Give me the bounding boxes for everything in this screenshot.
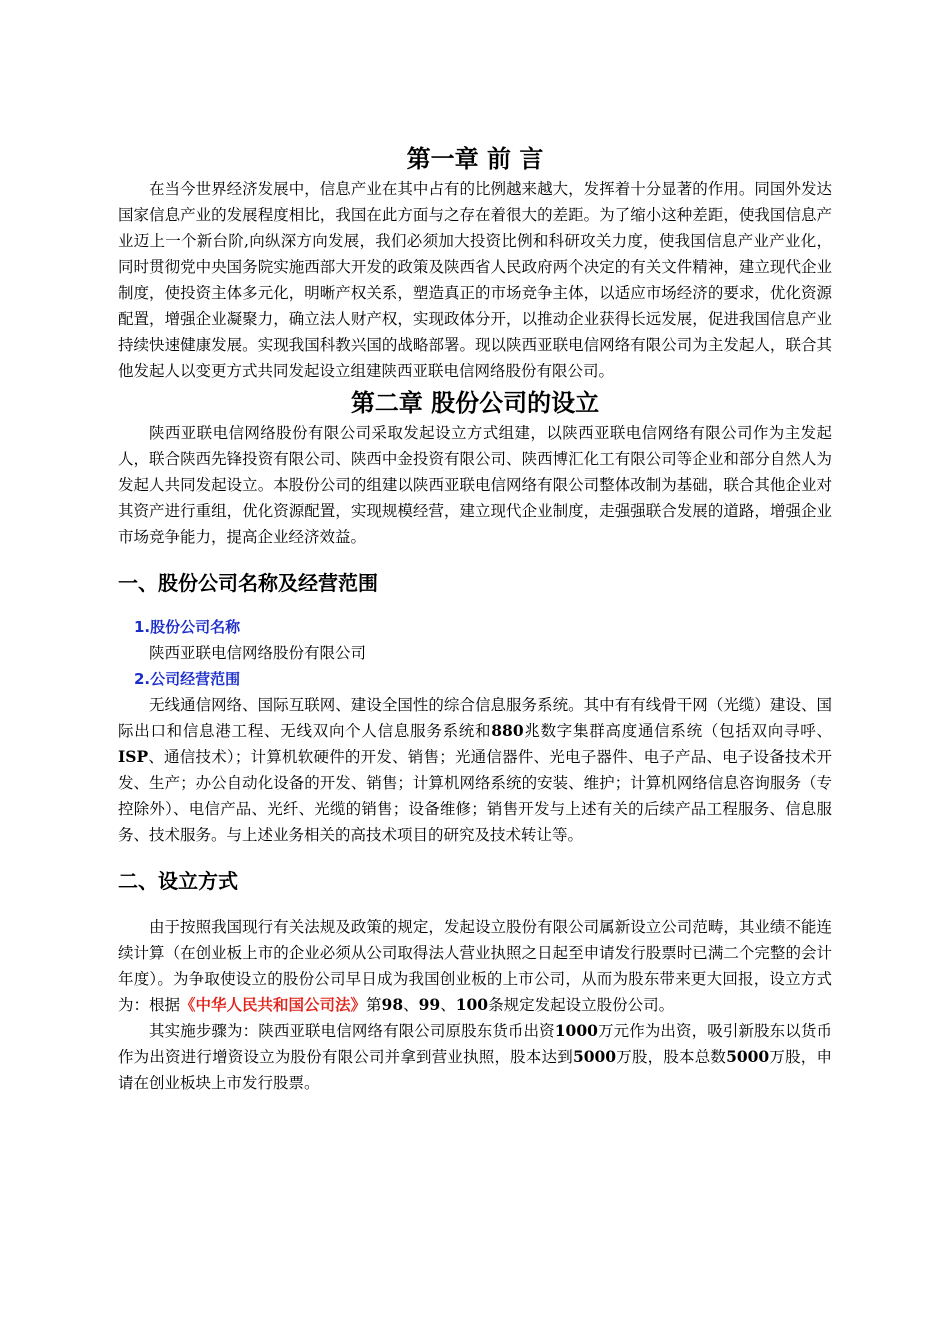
p1-text-2: 第 [366,996,382,1014]
company-name-subheading: 1.股份公司名称 [134,618,241,636]
scope-text-2: 兆数字集群高度通信系统（包括双向寻呼、 [523,722,832,740]
company-law-reference: 《中华人民共和国公司法》 [180,995,367,1014]
scope-text-1: 无线通信网络、国际互联网、建设全国性的综合信息服务系统。其中有有线骨干网（光缆）建设、国际出口和信息港工程、无线双向个人信息服务系统和 [118,696,832,740]
chapter2-title: 第二章 股份公司的设立 [350,389,600,417]
section2-heading: 二、设立方式 [118,869,238,893]
p1-text-4: 、 [440,996,456,1014]
business-scope-paragraph [118,692,832,848]
p2-text-2: 万元作为出资，吸引新股东以货币作为出资进行增资设立为股份有限公司并拿到营业执照，股本达到 [118,1022,832,1066]
p1-text-1: 由于按照我国现行有关法规及政策的规定，发起设立股份有限公司属新设立公司范畴，其业绩不能连续计算（在创业板上市的企业必须从公司取得法人营业执照之日起至申请发行股票时已满二个完整的会计年度）。为争取使设立的股份公司早日成为我国创业板的上市公司，从而为股东带来更大回报，设立方式为：根据 [118,918,832,1014]
establishment-paragraph-1 [118,914,832,1018]
shares-5000-a: 5000 [572,1047,617,1066]
company-name-text: 陕西亚联电信网络股份有限公司 [149,644,367,662]
document-body [118,142,832,1096]
chapter1-paragraph: 在当今世界经济发展中，信息产业在其中占有的比例越来越大，发挥着十分显著的作用。同国外发达国家信息产业的发展程度相比，我国在此方面与之存在着很大的差距。为了缩小这种差距，使我国信息产业迈上一个新台阶,向纵深方向发展，我们必须加大投资比例和科研攻关力度，使我国信息产业产业化，同时贯彻党中央国务院实施西部大开发的政策及陕西省人民政府两个决定的有关文件精神，建立现代企业制度，使投资主体多元化，明晰产权关系，塑造真正的市场竞争主体，以适应市场经济的要求，优化资源配置，增强企业凝聚力，确立法人财产权，实现政体分开，以推动企业获得长远发展，促进我国信息产业持续快速健康发展。实现我国科教兴国的战略部署。现以陕西亚联电信网络有限公司为主发起人，联合其他发起人以变更方式共同发起设立组建陕西亚联电信网络股份有限公司。 [118,180,832,380]
p1-text-5: 条规定发起设立股份公司。 [488,996,675,1014]
p1-text-3: 、 [403,996,419,1014]
chapter2-paragraph: 陕西亚联电信网络股份有限公司采取发起设立方式组建，以陕西亚联电信网络有限公司作为主发起人，联合陕西先锋投资有限公司、陕西中金投资有限公司、陕西博汇化工有限公司等企业和部分自然人为发起人共同发起设立。本股份公司的组建以陕西亚联电信网络有限公司整体改制为基础，联合其他企业对其资产进行重组，优化资源配置，实现规模经营，建立现代企业制度，走强强联合发展的道路，增强企业市场竞争能力，提高企业经济效益。 [118,424,832,546]
scope-isp: ISP [118,747,149,766]
capital-1000: 1000 [554,1021,598,1040]
section1-heading: 一、股份公司名称及经营范围 [118,571,378,595]
article-99: 99 [418,995,441,1014]
shares-5000-b: 5000 [726,1047,770,1066]
scope-text-3: 、通信技术）；计算机软硬件的开发、销售；光通信器件、光电子器件、电子产品、电子设备技术开发、生产；办公自动化设备的开发、销售；计算机网络系统的安装、维护；计算机网络信息咨询服务（专控除外）、电信产品、光纤、光缆的销售；设备维修；销售开发与上述有关的后续产品工程服务、信息服务、技术服务。与上述业务相关的高技术项目的研究及技术转让等。 [118,748,832,844]
chapter1-title: 第一章 前 言 [406,145,544,173]
scope-number-880: 880 [491,721,524,740]
p2-text-1: 其实施步骤为：陕西亚联电信网络有限公司原股东货币出资 [149,1022,555,1040]
p2-text-3: 万股，股本总数 [616,1048,727,1066]
article-98: 98 [381,995,404,1014]
p2-text-4: 万股，申请在创业板块上市发行股票。 [118,1048,832,1092]
article-100: 100 [455,995,489,1014]
establishment-paragraph-2 [118,1018,832,1096]
business-scope-subheading: 2.公司经营范围 [134,670,241,688]
